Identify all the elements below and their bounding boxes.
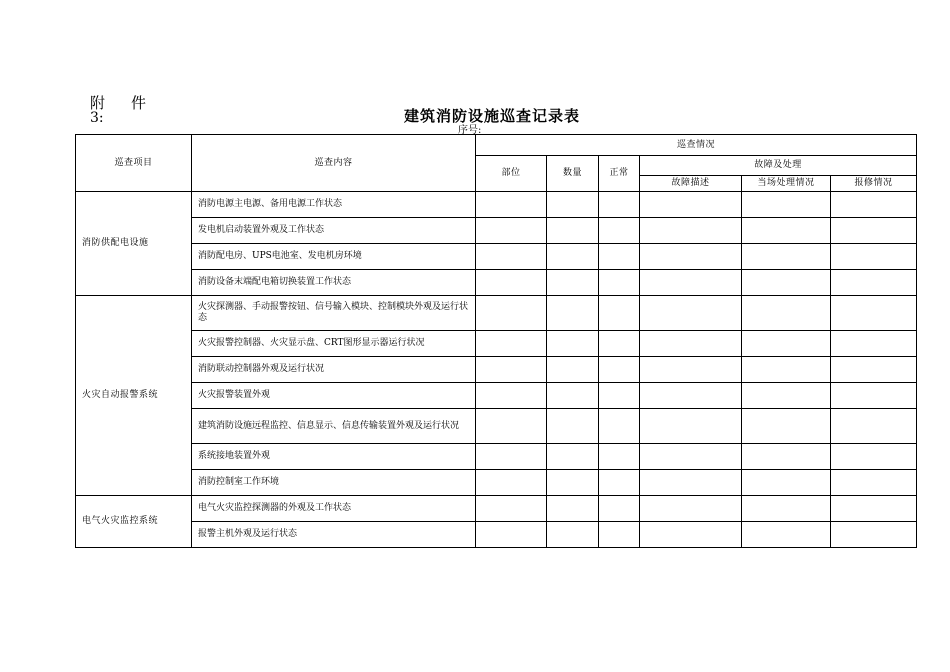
onsite-cell[interactable] xyxy=(742,192,831,218)
fault-desc-cell[interactable] xyxy=(640,331,742,357)
attachment-part1: 附 xyxy=(90,94,106,112)
location-cell[interactable] xyxy=(476,192,547,218)
form-title: 建筑消防设施巡查记录表 xyxy=(404,107,581,125)
table-row xyxy=(76,218,917,244)
normal-cell[interactable] xyxy=(599,383,640,409)
quantity-cell[interactable] xyxy=(547,218,599,244)
item-cell: 火灾报警装置外观 xyxy=(192,383,476,409)
fault-desc-cell[interactable] xyxy=(640,192,742,218)
repair-cell[interactable] xyxy=(831,331,917,357)
fault-desc-cell[interactable] xyxy=(640,496,742,522)
location-cell[interactable] xyxy=(476,496,547,522)
item-cell: 消防控制室工作环境 xyxy=(192,470,476,496)
fault-desc-cell[interactable] xyxy=(640,218,742,244)
attachment-part2: 件 xyxy=(131,94,147,112)
header-status-group: 巡查情况 xyxy=(476,135,917,156)
table-row xyxy=(76,496,917,522)
item-cell: 消防配电房、UPS电池室、发电机房环境 xyxy=(192,244,476,270)
table-row xyxy=(76,296,917,331)
normal-cell[interactable] xyxy=(599,218,640,244)
onsite-cell[interactable] xyxy=(742,522,831,548)
fault-desc-cell[interactable] xyxy=(640,383,742,409)
fault-desc-cell[interactable] xyxy=(640,470,742,496)
fault-desc-cell[interactable] xyxy=(640,270,742,296)
header-inspect-content: 巡查内容 xyxy=(192,135,476,192)
serial-number-label: 序号: xyxy=(458,125,482,136)
quantity-cell[interactable] xyxy=(547,296,599,331)
location-cell[interactable] xyxy=(476,409,547,444)
category-cell: 火灾自动报警系统 xyxy=(76,296,192,496)
repair-cell[interactable] xyxy=(831,192,917,218)
repair-cell[interactable] xyxy=(831,270,917,296)
table-row xyxy=(76,192,917,218)
header-location: 部位 xyxy=(476,156,547,192)
onsite-cell[interactable] xyxy=(742,470,831,496)
header-onsite: 当场处理情况 xyxy=(742,176,831,192)
normal-cell[interactable] xyxy=(599,331,640,357)
inspection-table xyxy=(75,134,917,548)
quantity-cell[interactable] xyxy=(547,444,599,470)
onsite-cell[interactable] xyxy=(742,218,831,244)
location-cell[interactable] xyxy=(476,444,547,470)
onsite-cell[interactable] xyxy=(742,357,831,383)
normal-cell[interactable] xyxy=(599,470,640,496)
quantity-cell[interactable] xyxy=(547,470,599,496)
table-row xyxy=(76,270,917,296)
repair-cell[interactable] xyxy=(831,522,917,548)
quantity-cell[interactable] xyxy=(547,496,599,522)
item-cell: 系统接地装置外观 xyxy=(192,444,476,470)
table-row xyxy=(76,409,917,444)
table-row xyxy=(76,331,917,357)
attachment-number: 3: xyxy=(90,110,104,126)
repair-cell[interactable] xyxy=(831,444,917,470)
fault-desc-cell[interactable] xyxy=(640,522,742,548)
header-repair: 报修情况 xyxy=(831,176,917,192)
normal-cell[interactable] xyxy=(599,296,640,331)
repair-cell[interactable] xyxy=(831,496,917,522)
onsite-cell[interactable] xyxy=(742,444,831,470)
table-row xyxy=(76,444,917,470)
fault-desc-cell[interactable] xyxy=(640,244,742,270)
item-cell: 消防电源主电源、备用电源工作状态 xyxy=(192,192,476,218)
quantity-cell[interactable] xyxy=(547,244,599,270)
table-row xyxy=(76,383,917,409)
quantity-cell[interactable] xyxy=(547,522,599,548)
header-inspect-item: 巡查项目 xyxy=(76,135,192,192)
item-cell: 火灾探测器、手动报警按钮、信号输入模块、控制模块外观及运行状态 xyxy=(192,296,476,331)
item-cell: 建筑消防设施远程监控、信息显示、信息传输装置外观及运行状况 xyxy=(192,409,476,444)
item-cell: 报警主机外观及运行状态 xyxy=(192,522,476,548)
item-cell: 电气火灾监控探测器的外观及工作状态 xyxy=(192,496,476,522)
repair-cell[interactable] xyxy=(831,244,917,270)
category-cell: 消防供配电设施 xyxy=(76,192,192,296)
repair-cell[interactable] xyxy=(831,409,917,444)
header-quantity: 数量 xyxy=(547,156,599,192)
table-row xyxy=(76,357,917,383)
fault-desc-cell[interactable] xyxy=(640,357,742,383)
quantity-cell[interactable] xyxy=(547,357,599,383)
item-cell: 火灾报警控制器、火灾显示盘、CRT图形显示器运行状况 xyxy=(192,331,476,357)
location-cell[interactable] xyxy=(476,383,547,409)
normal-cell[interactable] xyxy=(599,244,640,270)
onsite-cell[interactable] xyxy=(742,296,831,331)
table-row xyxy=(76,522,917,548)
normal-cell[interactable] xyxy=(599,444,640,470)
location-cell[interactable] xyxy=(476,470,547,496)
category-cell: 电气火灾监控系统 xyxy=(76,496,192,548)
normal-cell[interactable] xyxy=(599,522,640,548)
normal-cell[interactable] xyxy=(599,357,640,383)
location-cell[interactable] xyxy=(476,244,547,270)
location-cell[interactable] xyxy=(476,357,547,383)
header-fault-desc: 故障描述 xyxy=(640,176,742,192)
header-fault-group: 故障及处理 xyxy=(640,156,917,176)
quantity-cell[interactable] xyxy=(547,331,599,357)
repair-cell[interactable] xyxy=(831,357,917,383)
quantity-cell[interactable] xyxy=(547,383,599,409)
normal-cell[interactable] xyxy=(599,496,640,522)
quantity-cell[interactable] xyxy=(547,192,599,218)
fault-desc-cell[interactable] xyxy=(640,444,742,470)
onsite-cell[interactable] xyxy=(742,409,831,444)
location-cell[interactable] xyxy=(476,296,547,331)
table-row xyxy=(76,244,917,270)
header-normal: 正常 xyxy=(599,156,640,192)
quantity-cell[interactable] xyxy=(547,270,599,296)
location-cell[interactable] xyxy=(476,270,547,296)
location-cell[interactable] xyxy=(476,331,547,357)
onsite-cell[interactable] xyxy=(742,270,831,296)
normal-cell[interactable] xyxy=(599,192,640,218)
normal-cell[interactable] xyxy=(599,409,640,444)
normal-cell[interactable] xyxy=(599,270,640,296)
repair-cell[interactable] xyxy=(831,383,917,409)
fault-desc-cell[interactable] xyxy=(640,296,742,331)
item-cell: 发电机启动装置外观及工作状态 xyxy=(192,218,476,244)
location-cell[interactable] xyxy=(476,522,547,548)
item-cell: 消防联动控制器外观及运行状况 xyxy=(192,357,476,383)
repair-cell[interactable] xyxy=(831,296,917,331)
onsite-cell[interactable] xyxy=(742,331,831,357)
onsite-cell[interactable] xyxy=(742,244,831,270)
location-cell[interactable] xyxy=(476,218,547,244)
item-cell: 消防设备末端配电箱切换装置工作状态 xyxy=(192,270,476,296)
repair-cell[interactable] xyxy=(831,470,917,496)
fault-desc-cell[interactable] xyxy=(640,409,742,444)
table-row xyxy=(76,470,917,496)
repair-cell[interactable] xyxy=(831,218,917,244)
quantity-cell[interactable] xyxy=(547,409,599,444)
onsite-cell[interactable] xyxy=(742,496,831,522)
onsite-cell[interactable] xyxy=(742,383,831,409)
